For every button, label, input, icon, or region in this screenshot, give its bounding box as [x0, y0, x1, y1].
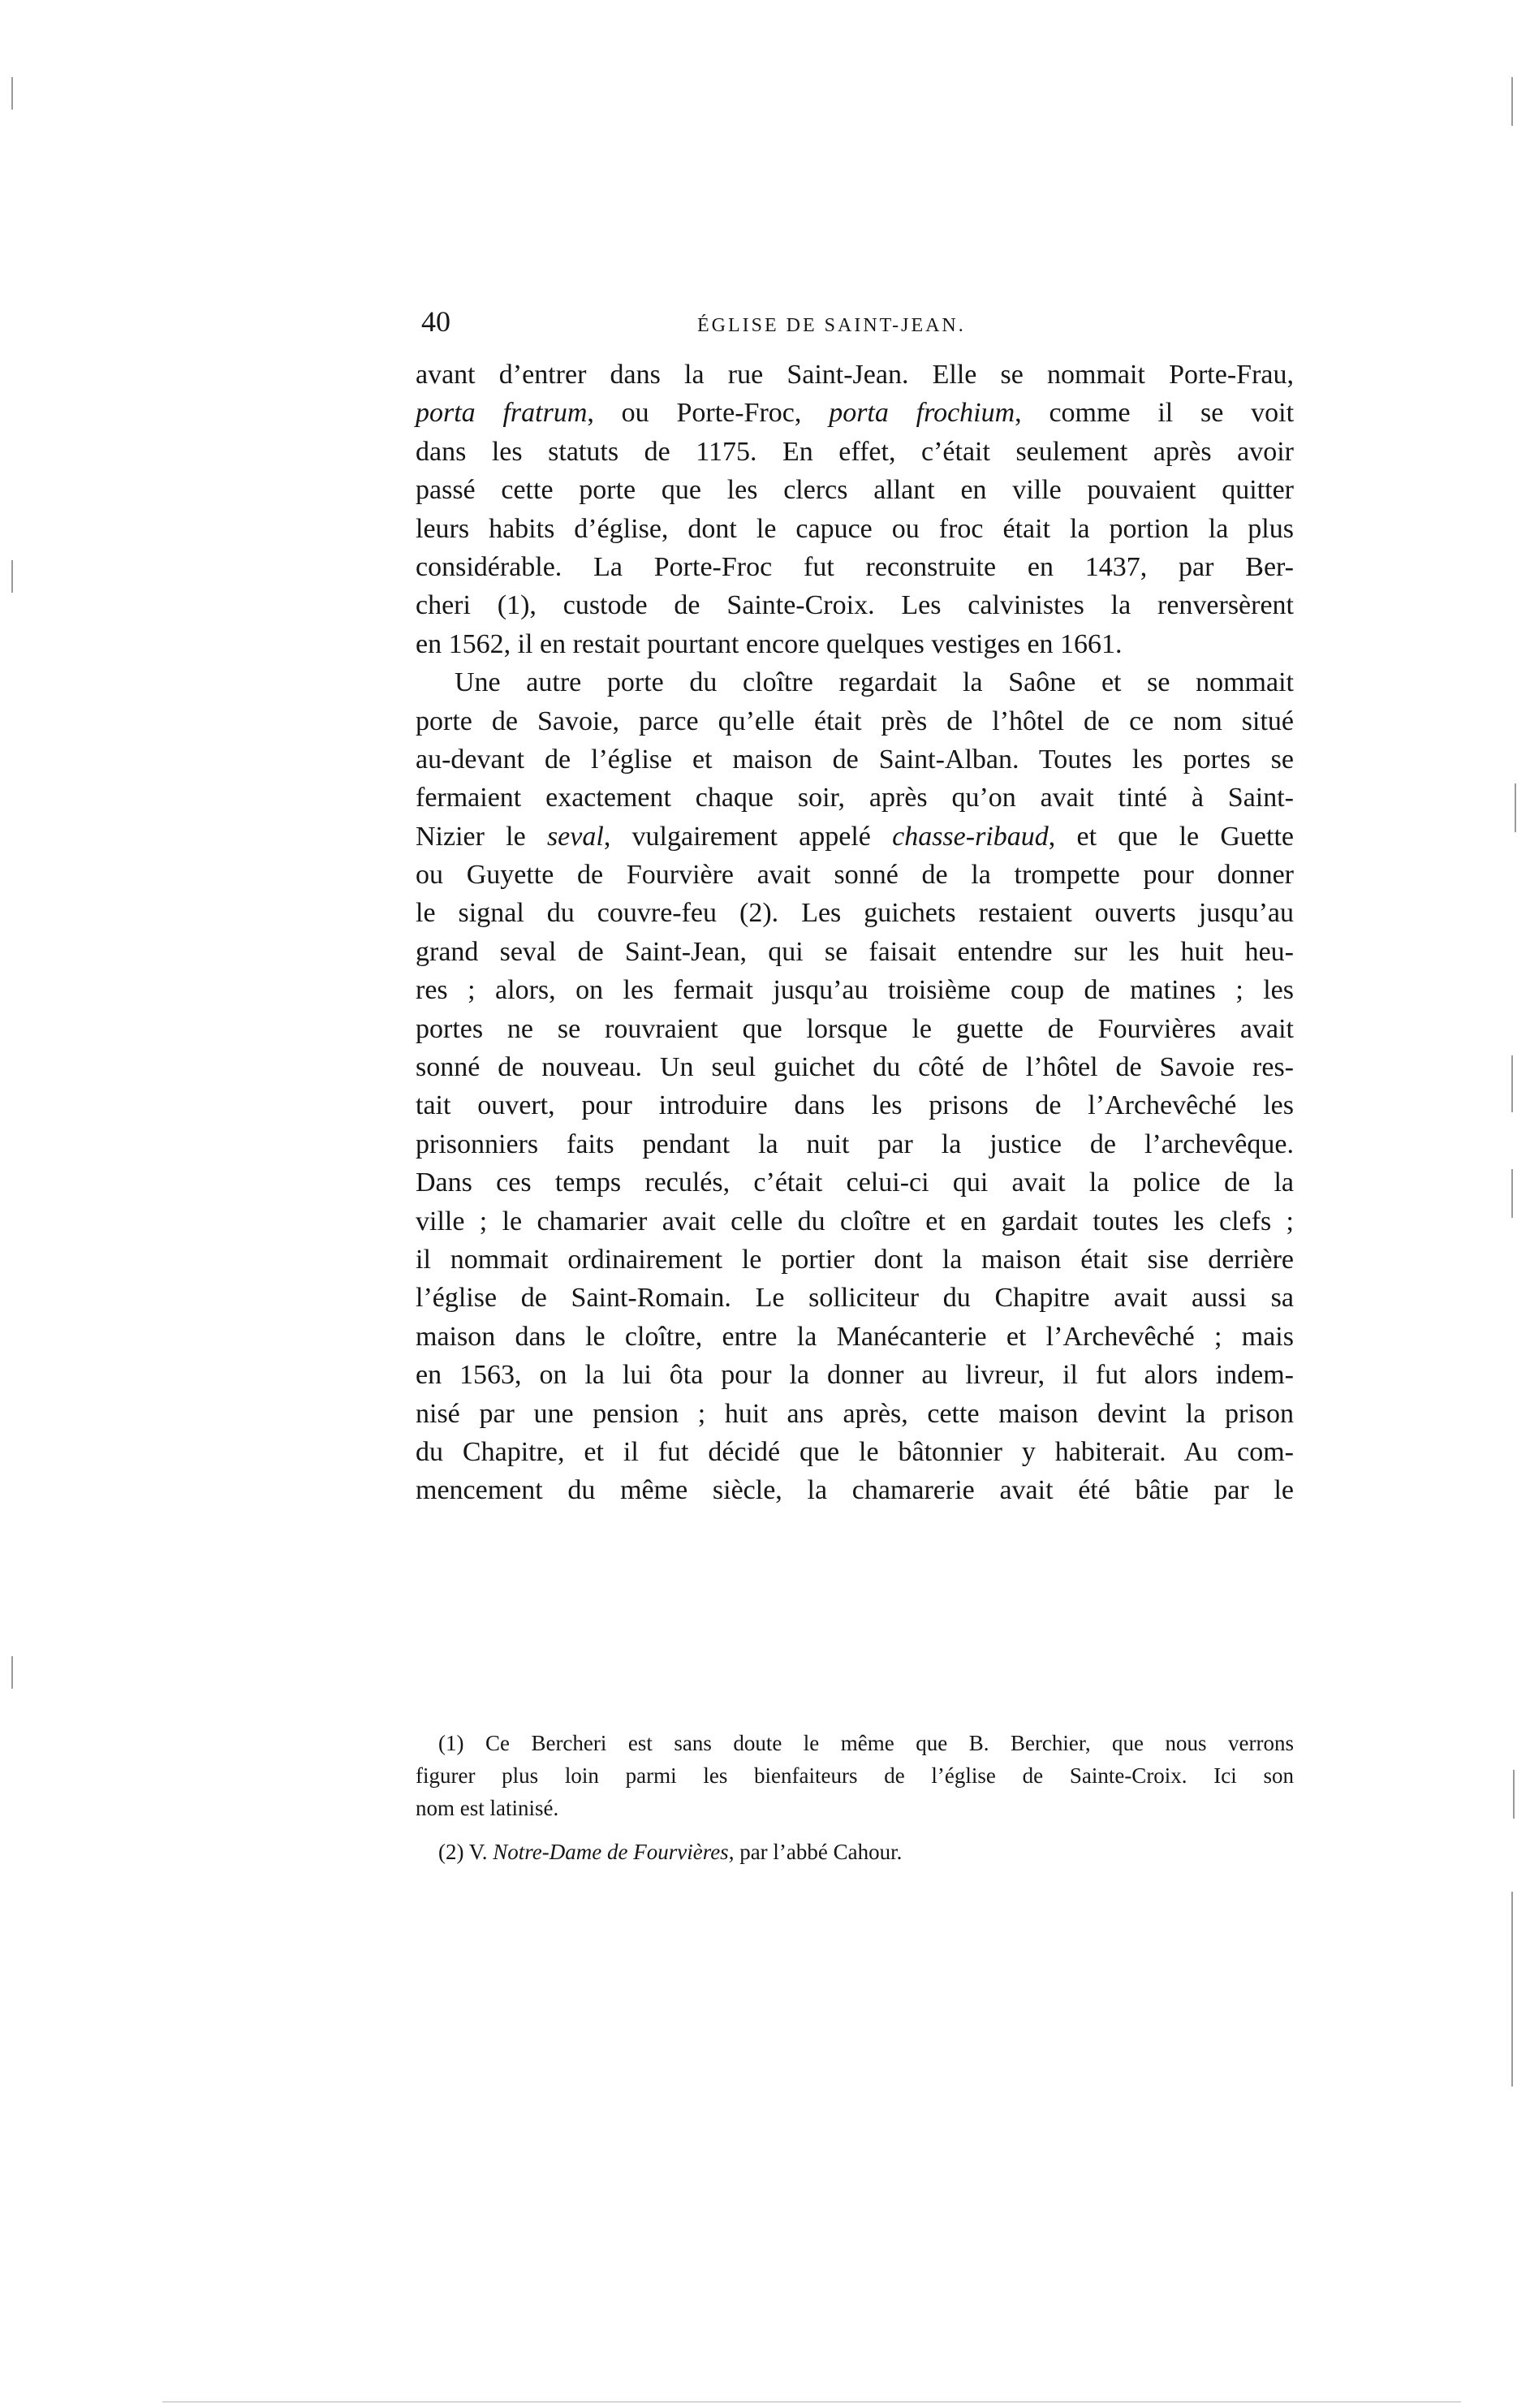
running-head: ÉGLISE DE SAINT-JEAN.: [697, 315, 966, 336]
text-line: le signal du couvre-feu (2). Les guichets restaient ouverts jusqu’au: [416, 898, 1294, 929]
text-line: il nommait ordinairement le portier dont la maison était sise derrière: [416, 1244, 1294, 1275]
text-line: maison dans le cloître, entre la Manécanterie et l’Archevêché ; mais: [416, 1321, 1294, 1352]
scan-edge-left: [11, 1656, 13, 1689]
scan-edge-left: [11, 560, 13, 593]
text-line: dans les statuts de 1175. En effet, c’était seulement après avoir: [416, 436, 1294, 467]
page-header: [421, 299, 1290, 347]
text-line: en 1562, il en restait pourtant encore quelques vestiges en 1661.: [416, 628, 1123, 659]
scan-edge-right: [1511, 1169, 1513, 1218]
page-number: 40: [421, 305, 450, 338]
text-line: sonné de nouveau. Un seul guichet du côté de l’hôtel de Savoie res-: [416, 1052, 1294, 1083]
text-line: porte de Savoie, parce qu’elle était près de l’hôtel de ce nom situé: [416, 706, 1294, 736]
footnotes: [416, 1727, 1294, 1868]
footnote-2: (2) V. Notre-Dame de Fourvières, par l’abbé Cahour.: [438, 1840, 903, 1864]
scan-edge-right: [1511, 77, 1513, 126]
footnote-1-line: (1) Ce Bercheri est sans doute le même que B. Berchier, que nous verrons: [438, 1731, 1294, 1755]
scan-edge-left: [11, 77, 13, 110]
text-line: fermaient exactement chaque soir, après qu’on avait tinté à Saint-: [416, 783, 1294, 813]
text-line: considérable. La Porte-Froc fut reconstruite en 1437, par Ber-: [416, 551, 1294, 582]
text-line: Nizier le seval, vulgairement appelé chasse-ribaud, et que le Guette: [416, 821, 1294, 852]
text-line: mencement du même siècle, la chamarerie avait été bâtie par le: [416, 1475, 1294, 1506]
text-line: tait ouvert, pour introduire dans les prisons de l’Archevêché les: [416, 1090, 1294, 1121]
footnote-1-line: nom est latinisé.: [416, 1796, 559, 1820]
body-text: [416, 356, 1294, 1510]
text-line: avant d’entrer dans la rue Saint-Jean. Elle se nommait Porte-Frau,: [416, 360, 1294, 390]
text-line: passé cette porte que les clercs allant en ville pouvaient quitter: [416, 475, 1294, 506]
scan-edge-right: [1515, 783, 1516, 832]
text-line: res ; alors, on les fermait jusqu’au troisième coup de matines ; les: [416, 975, 1294, 1006]
text-line: nisé par une pension ; huit ans après, cette maison devint la prison: [416, 1398, 1294, 1429]
text-line: portes ne se rouvraient que lorsque le guette de Fourvières avait: [416, 1013, 1294, 1044]
text-line: ville ; le chamarier avait celle du cloître et en gardait toutes les clefs ;: [416, 1206, 1294, 1236]
footnote-1-line: figurer plus loin parmi les bienfaiteurs de l’église de Sainte-Croix. Ici son: [416, 1763, 1294, 1788]
text-line: porta fratrum, ou Porte-Froc, porta frochium, comme il se voit: [416, 398, 1295, 429]
text-line: en 1563, on la lui ôta pour la donner au livreur, il fut alors indem-: [416, 1360, 1294, 1391]
text-line: grand seval de Saint-Jean, qui se faisait entendre sur les huit heu-: [416, 936, 1294, 967]
text-line: ou Guyette de Fourvière avait sonné de la trompette pour donner: [416, 860, 1294, 891]
scan-edge-right: [1511, 1892, 1513, 2087]
text-line: Une autre porte du cloître regardait la Saône et se nommait: [455, 667, 1294, 698]
text-line: cheri (1), custode de Sainte-Croix. Les calvinistes la renversèrent: [416, 590, 1294, 621]
text-line: prisonniers faits pendant la nuit par la justice de l’archevêque.: [416, 1128, 1294, 1159]
text-line: leurs habits d’église, dont le capuce ou froc était la portion la plus: [416, 513, 1294, 544]
text-line: Dans ces temps reculés, c’était celui-ci qui avait la police de la: [416, 1167, 1294, 1198]
text-line: du Chapitre, et il fut décidé que le bâtonnier y habiterait. Au com-: [416, 1436, 1294, 1467]
scan-edge-right: [1511, 1055, 1513, 1112]
scan-edge-right: [1513, 1770, 1515, 1819]
footnote-gap: [416, 1824, 1294, 1836]
text-line: l’église de Saint-Romain. Le solliciteur du Chapitre avait aussi sa: [416, 1283, 1294, 1314]
text-line: au-devant de l’église et maison de Saint-Alban. Toutes les portes se: [416, 744, 1294, 775]
